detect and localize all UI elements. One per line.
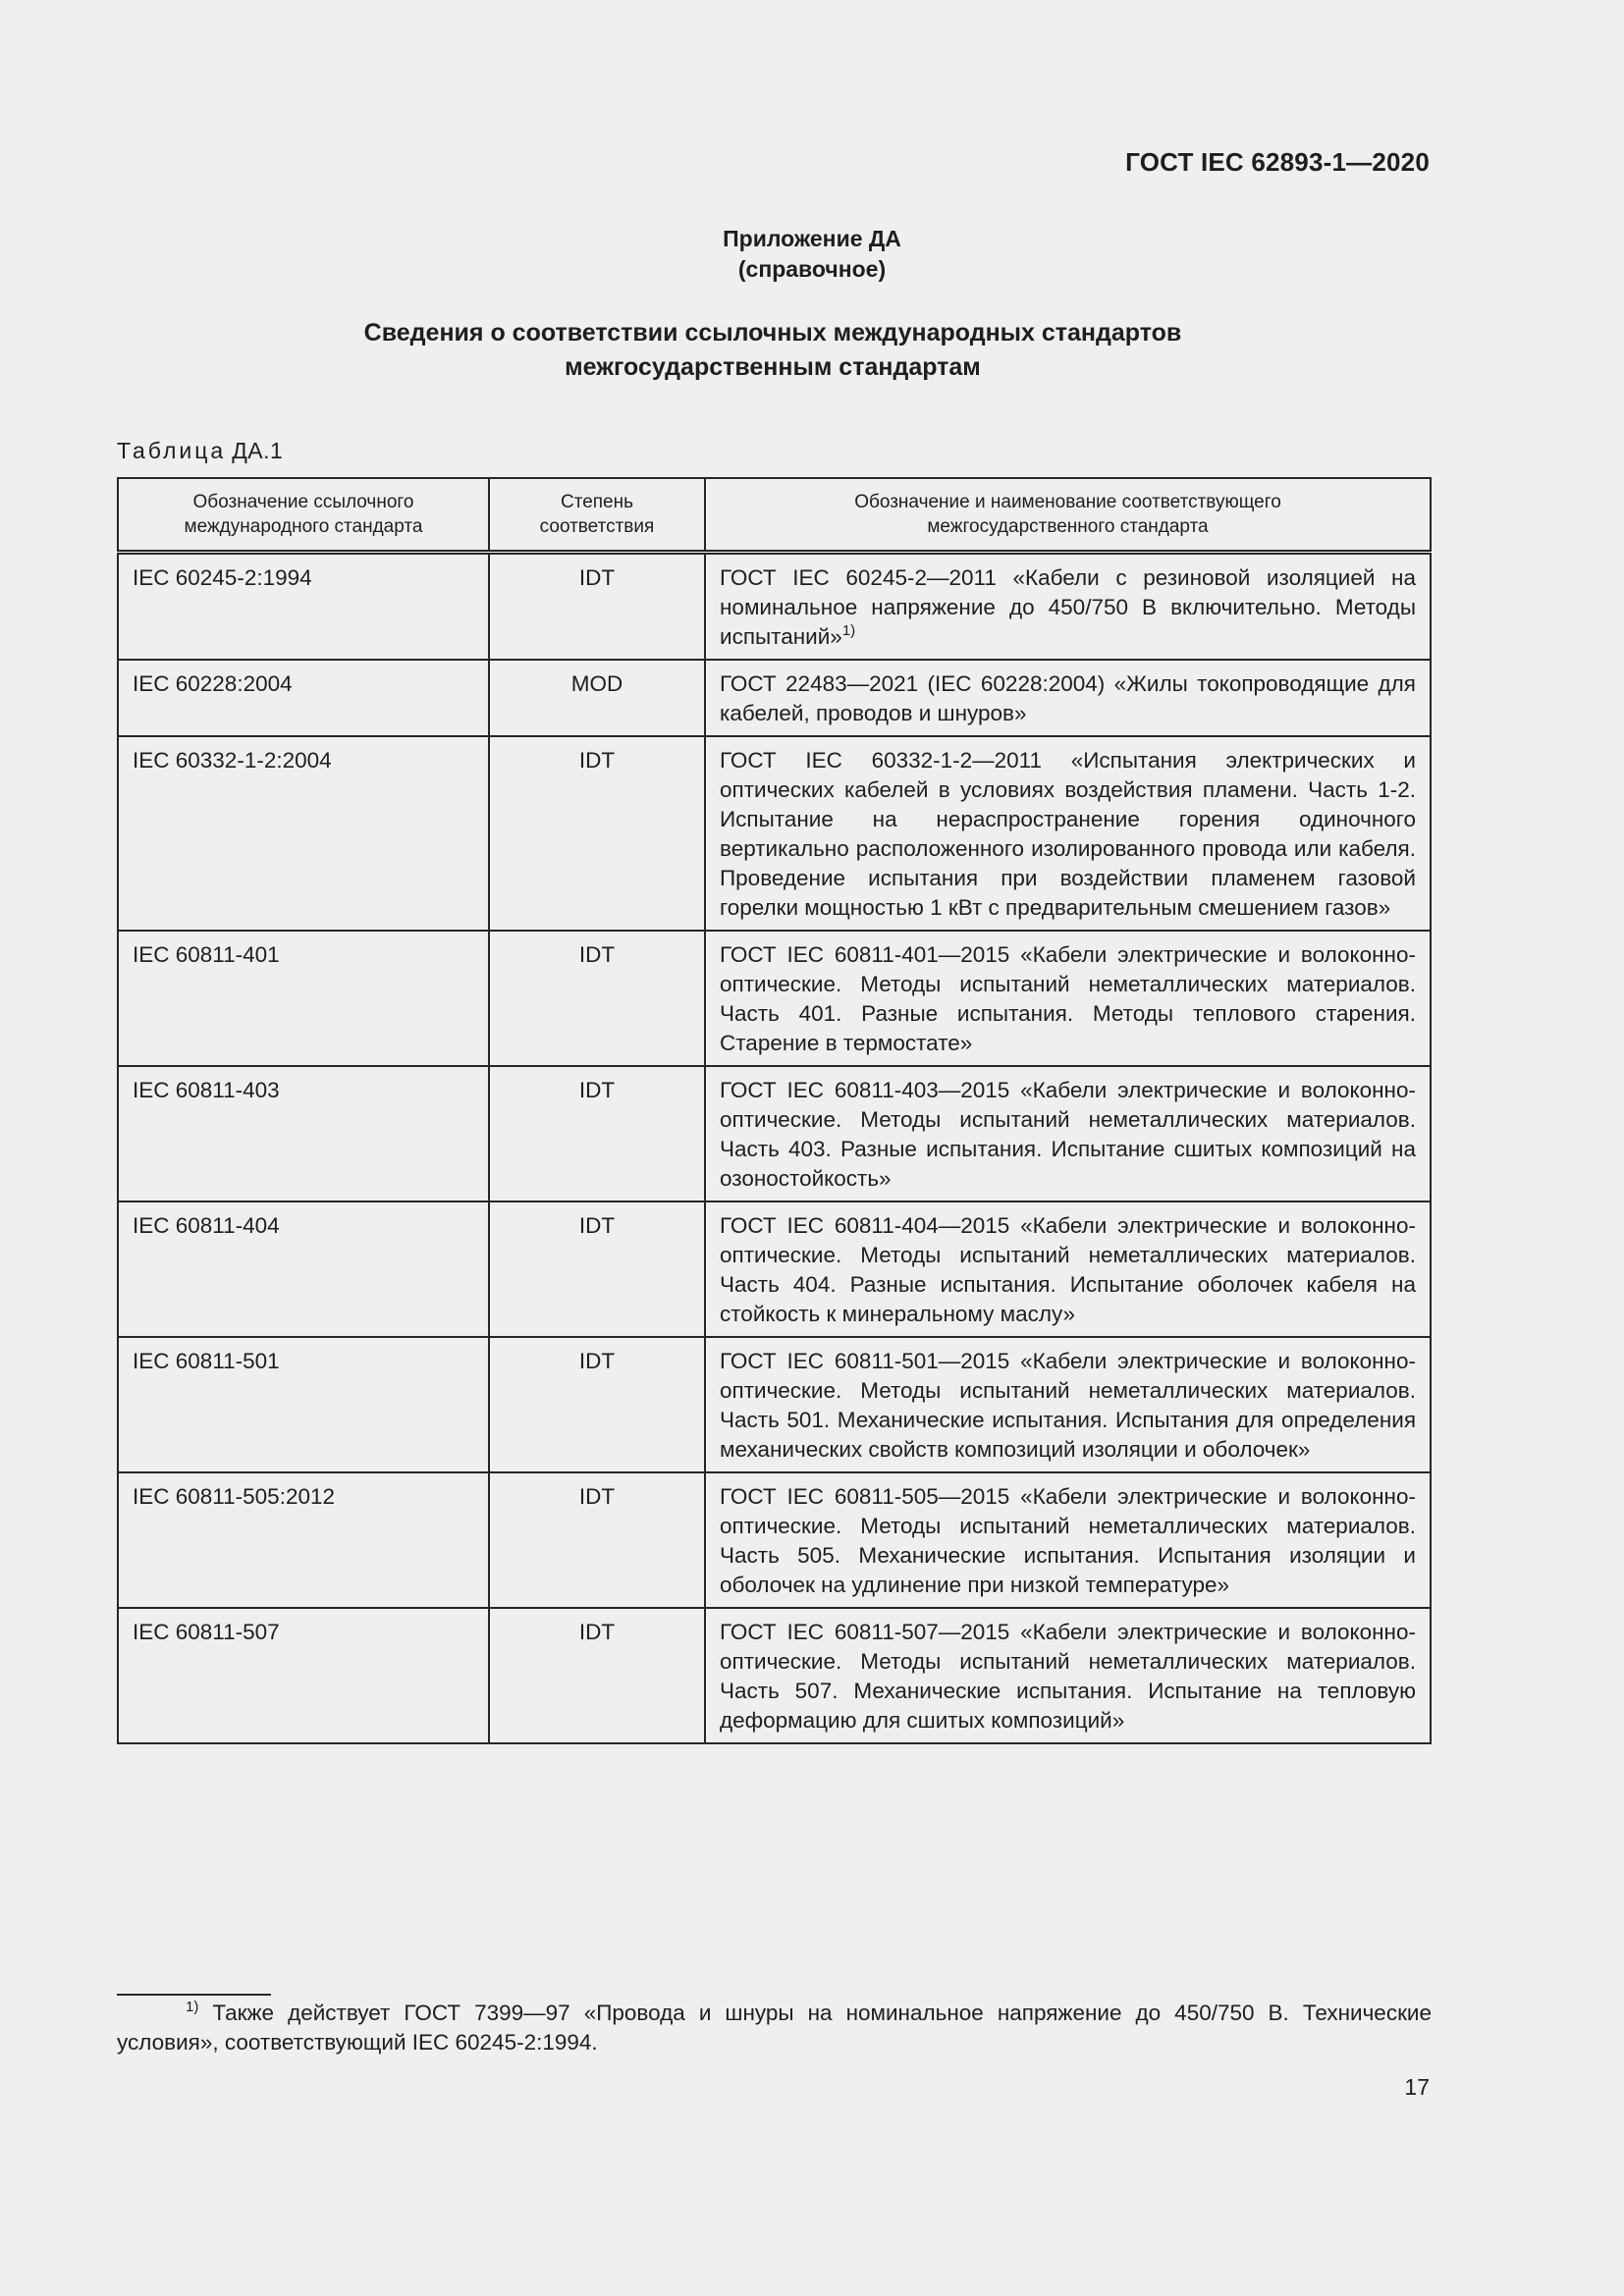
cell-ref-standard: IEC 60811-501: [118, 1337, 489, 1472]
table-caption-word: Таблица: [117, 438, 227, 463]
table-row: [118, 1201, 1431, 1337]
cell-degree: IDT: [489, 931, 705, 1066]
cell-description: ГОСТ IEC 60811-505—2015 «Кабели электрические и волоконно-оптические. Методы испытаний неметаллических материалов. Часть 505. Механические испытания. Испытания изоляции и оболочек на удлинение при низкой температуре»: [705, 1472, 1431, 1608]
cell-ref-standard: IEC 60228:2004: [118, 660, 489, 736]
footnote: [117, 1999, 1432, 2057]
cell-ref-standard: IEC 60811-401: [118, 931, 489, 1066]
page-title: [0, 316, 1624, 385]
cell-ref-standard: IEC 60811-505:2012: [118, 1472, 489, 1608]
cell-degree: IDT: [489, 553, 705, 661]
header-degree: Степень соответствия: [489, 478, 705, 553]
cell-description: ГОСТ IEC 60811-501—2015 «Кабели электрические и волоконно-оптические. Методы испытаний неметаллических материалов. Часть 501. Механические испытания. Испытания для определения механических свойств композиций изоляции и оболочек»: [705, 1337, 1431, 1472]
appendix-note: (справочное): [737, 256, 887, 282]
table-row: [118, 553, 1431, 661]
table-row: [118, 736, 1431, 931]
cell-degree: IDT: [489, 1472, 705, 1608]
cell-ref-standard: IEC 60811-403: [118, 1066, 489, 1201]
header-ref-standard: Обозначение ссылочного международного стандарта: [118, 478, 489, 553]
table-row: [118, 1066, 1431, 1201]
appendix-title: Приложение ДА: [723, 226, 901, 251]
footnote-separator: [117, 1994, 271, 1996]
table-row: [118, 660, 1431, 736]
cell-description: ГОСТ IEC 60811-401—2015 «Кабели электрические и волоконно-оптические. Методы испытаний неметаллических материалов. Часть 401. Разные испытания. Методы теплового старения. Старение в термостате»: [705, 931, 1431, 1066]
cell-degree: IDT: [489, 1201, 705, 1337]
appendix-heading: [0, 224, 1624, 285]
table-header-row: [118, 478, 1431, 553]
cell-degree: IDT: [489, 1066, 705, 1201]
cell-ref-standard: IEC 60245-2:1994: [118, 553, 489, 661]
cell-ref-standard: IEC 60811-507: [118, 1608, 489, 1743]
cell-degree: IDT: [489, 1608, 705, 1743]
table-caption-number: ДА.1: [232, 438, 284, 463]
page-number: 17: [1404, 2074, 1430, 2100]
page-title-line-1: Сведения о соответствии ссылочных международных стандартов: [363, 319, 1182, 347]
document-code: ГОСТ IEC 62893-1—2020: [1125, 147, 1430, 177]
cell-degree: IDT: [489, 1337, 705, 1472]
cell-ref-standard: IEC 60811-404: [118, 1201, 489, 1337]
footnote-text: Также действует ГОСТ 7399—97 «Провода и шнуры на номинальное напряжение до 450/750 В. Технические условия», соответствующий IEC 60245-2:1994.: [117, 2001, 1432, 2055]
cell-description: ГОСТ IEC 60811-507—2015 «Кабели электрические и волоконно-оптические. Методы испытаний неметаллических материалов. Часть 507. Механические испытания. Испытание на тепловую деформацию для сшитых композиций»: [705, 1608, 1431, 1743]
footnote-mark: 1): [841, 622, 856, 639]
table-row: [118, 1608, 1431, 1743]
footnote-mark: 1): [186, 1999, 199, 2015]
standards-correspondence-table: [117, 477, 1432, 1744]
table-row: [118, 1337, 1431, 1472]
header-interstate-standard: Обозначение и наименование соответствующего межгосударственного стандарта: [705, 478, 1431, 553]
cell-description: ГОСТ IEC 60245-2—2011 «Кабели с резиновой изоляцией на номинальное напряжение до 450/750 В включительно. Методы испытаний»$^{1)}$: [705, 553, 1431, 661]
cell-description: ГОСТ IEC 60811-404—2015 «Кабели электрические и волоконно-оптические. Методы испытаний неметаллических материалов. Часть 404. Разные испытания. Испытание оболочек кабеля на стойкость к минеральному маслу»: [705, 1201, 1431, 1337]
cell-degree: IDT: [489, 736, 705, 931]
cell-ref-standard: IEC 60332-1-2:2004: [118, 736, 489, 931]
cell-description: ГОСТ IEC 60811-403—2015 «Кабели электрические и волоконно-оптические. Методы испытаний неметаллических материалов. Часть 403. Разные испытания. Испытание сшитых композиций на озоностойкость»: [705, 1066, 1431, 1201]
table-caption: [117, 438, 283, 464]
cell-degree: MOD: [489, 660, 705, 736]
page-title-line-2: межгосударственным стандартам: [565, 353, 981, 381]
table-row: [118, 931, 1431, 1066]
cell-description: ГОСТ IEC 60332-1-2—2011 «Испытания электрических и оптических кабелей в условиях воздействия пламени. Часть 1-2. Испытание на нераспространение горения одиночного вертикально расположенного изолированного провода или кабеля. Проведение испытания при воздействии пламенем газовой горелки мощностью 1 кВт с предварительным смешением газов»: [705, 736, 1431, 931]
cell-description: ГОСТ 22483—2021 (IEC 60228:2004) «Жилы токопроводящие для кабелей, проводов и шнуров»: [705, 660, 1431, 736]
table-row: [118, 1472, 1431, 1608]
